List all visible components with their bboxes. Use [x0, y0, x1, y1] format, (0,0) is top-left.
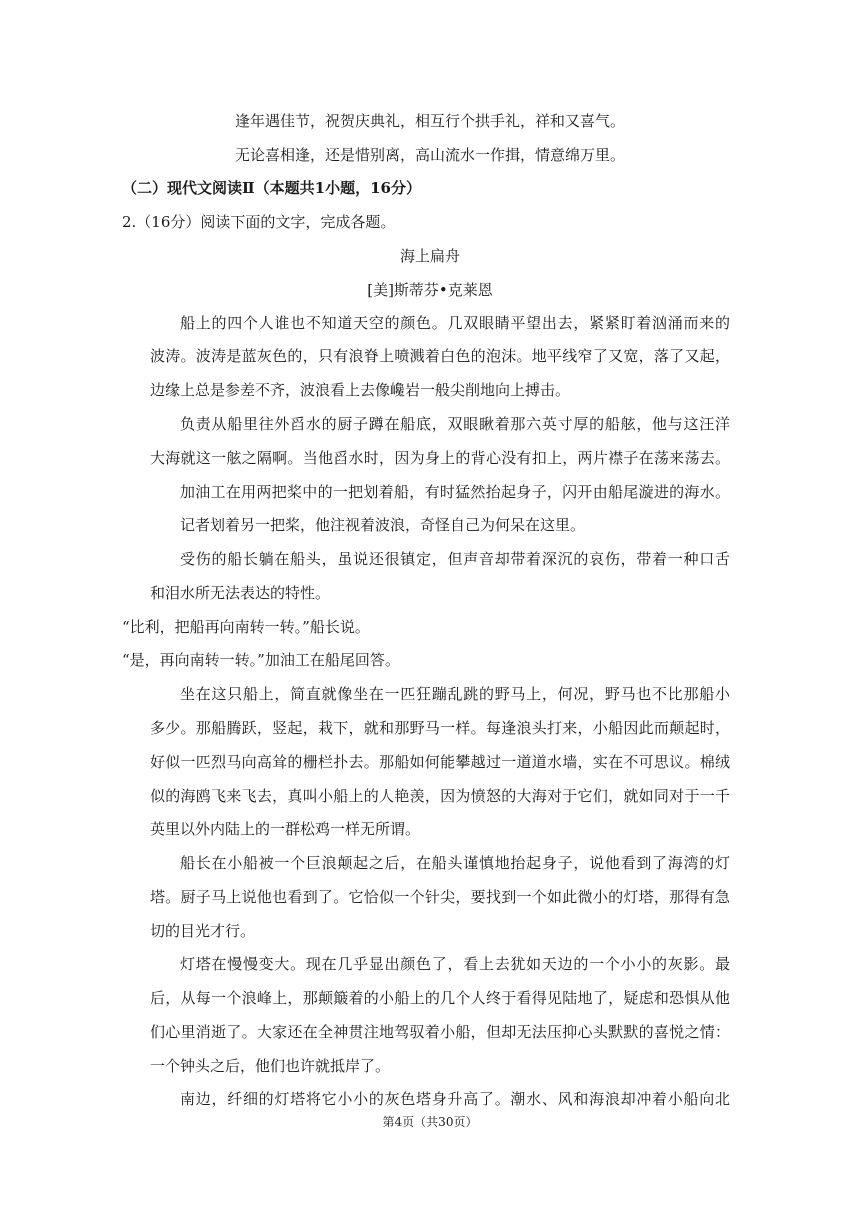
- article-line: 坐在这只船上，简直就像坐在一匹狂蹦乱跳的野马上，何况，野马也不比那船小: [180, 685, 730, 703]
- article-line: 一个钟头之后，他们也许就抵岸了。: [150, 1057, 391, 1075]
- poem-line: 逢年遇佳节，祝贺庆典礼，相互行个拱手礼，祥和又喜气。: [234, 112, 625, 130]
- article-line: 似的海鸥飞来飞去，真叫小船上的人艳羡，因为愤怒的大海对于它们，就如同对于一千: [150, 787, 730, 805]
- page-footer: 第4页（共30页）: [382, 1115, 478, 1129]
- article-line: 负责从船里往外舀水的厨子蹲在船底，双眼瞅着那六英寸厚的船舷，他与这汪洋: [180, 415, 730, 433]
- article-line: 边缘上总是参差不齐，波浪看上去像巉岩一般尖削地向上搏击。: [150, 381, 571, 399]
- article-line: 南边，纤细的灯塔将它小小的灰色塔身升高了。潮水、风和海浪却冲着小船向北: [180, 1090, 730, 1108]
- article-line: 塔。厨子马上说他也看到了。它恰似一个针尖，要找到一个如此微小的灯塔，那得有急: [150, 888, 730, 906]
- article-line: 受伤的船长躺在船头，虽说还很镇定，但声音却带着深沉的哀伤，带着一种口舌: [180, 550, 730, 568]
- article-line: 多少。那船腾跃，竖起，栽下，就和那野马一样。每逢浪头打来，小船因此而颠起时，: [150, 719, 730, 737]
- article-line: 波涛。波涛是蓝灰色的，只有浪脊上喷溅着白色的泡沫。地平线窄了又宽，落了又起，: [150, 347, 730, 365]
- article-line: 船上的四个人谁也不知道天空的颜色。几双眼睛平望出去，紧紧盯着汹涌而来的: [180, 314, 730, 332]
- article-title: 海上扁舟: [399, 247, 460, 265]
- question-prompt: 2.（16分）阅读下面的文字，完成各题。: [122, 213, 396, 231]
- poem-line: 无论喜相逢，还是惜别离，高山流水一作揖，情意绵万里。: [234, 146, 625, 164]
- article-line: 加油工在用两把桨中的一把划着船，有时猛然抬起身子，闪开由船尾漩进的海水。: [180, 483, 730, 501]
- article-line: 后，从每一个浪峰上，那颠簸着的小船上的几个人终于看得见陆地了，疑虑和恐惧从他: [150, 989, 730, 1007]
- article-line: 灯塔在慢慢变大。现在几乎显出颜色了，看上去犹如天边的一个小小的灰影。最: [180, 955, 730, 973]
- article-line: 记者划着另一把桨，他注视着波浪，奇怪自己为何呆在这里。: [180, 516, 586, 534]
- article-line: 切的目光才行。: [150, 922, 256, 940]
- article-author: [美]斯蒂芬•克莱恩: [367, 281, 493, 299]
- article-line: 英里以外内陆上的一群松鸡一样无所谓。: [150, 820, 421, 838]
- article-line: 好似一匹烈马向高耸的栅栏扑去。那船如何能攀越过一道道水墙，实在不可思议。棉绒: [150, 753, 730, 771]
- article-line: 们心里消逝了。大家还在全神贯注地驾驭着小船，但却无法压抑心头默默的喜悦之情：: [150, 1023, 730, 1041]
- article-line: “是，再向南转一转。”加油工在船尾回答。: [122, 651, 400, 669]
- section-heading: （二）现代文阅读Ⅱ（本题共1小题，16分）: [122, 179, 421, 197]
- article-line: 大海就这一舷之隔啊。当他舀水时，因为身上的背心没有扣上，两片襟子在荡来荡去。: [150, 449, 730, 467]
- article-line: 和泪水所无法表达的特性。: [150, 584, 331, 602]
- article-line: “比利，把船再向南转一转。”船长说。: [122, 618, 370, 636]
- article-line: 船长在小船被一个巨浪颠起之后，在船头谨慎地抬起身子，说他看到了海湾的灯: [180, 854, 730, 872]
